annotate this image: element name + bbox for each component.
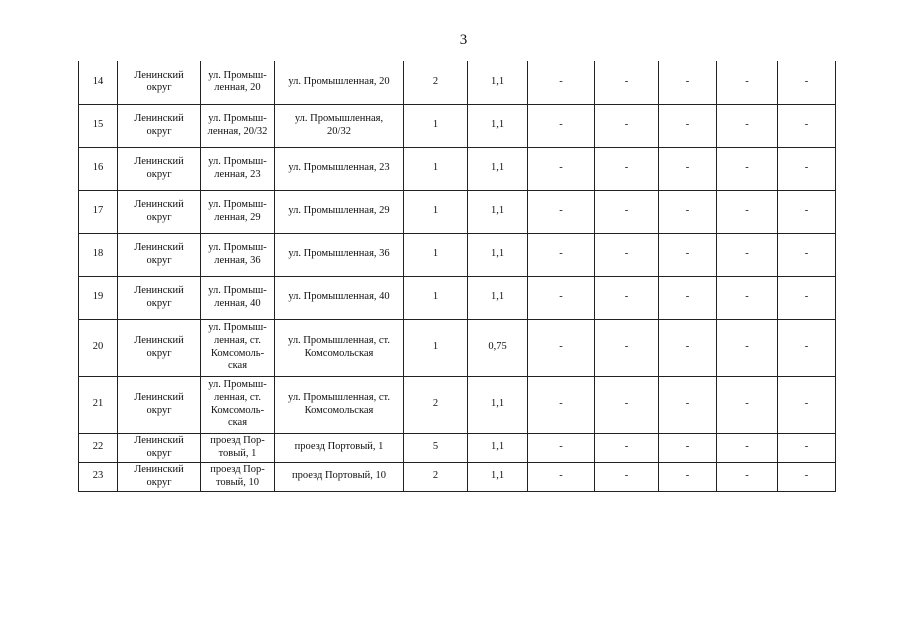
container-count-cell-text: 2	[432, 398, 439, 410]
value-cell-text: -	[745, 75, 749, 87]
value-cell-text: -	[624, 75, 629, 87]
container-count-cell	[404, 319, 468, 376]
location-cell	[201, 147, 275, 190]
table-row	[79, 462, 836, 491]
location-cell-text: проезд Пор- товый, 10	[210, 463, 265, 488]
value-cell	[595, 319, 659, 376]
address-cell	[275, 462, 404, 491]
container-count-cell-text: 2	[432, 75, 439, 87]
value-cell	[659, 433, 717, 462]
district-cell-text: Ленинский округ	[134, 155, 184, 180]
value-cell-text: -	[685, 75, 690, 87]
value-cell	[528, 233, 595, 276]
row-number-cell-text: 21	[92, 398, 104, 410]
location-cell	[201, 319, 275, 376]
address-cell-text: проезд Портовый, 1	[294, 441, 384, 453]
value-cell-text: -	[745, 341, 749, 353]
value-cell-text: -	[804, 162, 809, 174]
container-volume-cell	[468, 147, 528, 190]
location-cell	[201, 61, 275, 104]
value-cell-text: -	[685, 291, 690, 303]
value-cell-text: -	[559, 248, 563, 260]
value-cell-text: -	[624, 291, 629, 303]
value-cell	[778, 462, 836, 491]
value-cell	[717, 61, 778, 104]
value-cell-text: -	[559, 75, 563, 87]
value-cell-text: -	[745, 248, 749, 260]
row-number-cell-text: 15	[92, 119, 104, 131]
value-cell-text: -	[624, 205, 629, 217]
value-cell	[778, 433, 836, 462]
location-cell-text: ул. Промыш- ленная, 40	[208, 284, 267, 309]
value-cell	[659, 462, 717, 491]
district-cell	[118, 104, 201, 147]
district-cell	[118, 276, 201, 319]
container-count-cell-text: 5	[432, 441, 439, 453]
value-cell	[595, 462, 659, 491]
row-number-cell-text: 23	[92, 470, 104, 482]
address-cell-text: проезд Портовый, 10	[292, 470, 386, 482]
value-cell	[778, 104, 836, 147]
value-cell	[595, 147, 659, 190]
district-cell-text: Ленинский округ	[134, 434, 184, 459]
value-cell-text: -	[804, 119, 809, 131]
district-cell	[118, 61, 201, 104]
district-cell-text: Ленинский округ	[134, 112, 184, 137]
value-cell-text: -	[624, 441, 629, 453]
value-cell	[778, 276, 836, 319]
value-cell-text: -	[804, 248, 809, 260]
district-cell-text: Ленинский округ	[134, 69, 184, 94]
row-number-cell	[79, 433, 118, 462]
table-body	[79, 61, 836, 491]
table-row	[79, 233, 836, 276]
value-cell-text: -	[685, 470, 690, 482]
value-cell-text: -	[804, 398, 809, 410]
container-count-cell-text: 1	[432, 205, 439, 217]
location-cell-text: ул. Промыш- ленная, ст. Комсомоль- ская	[208, 322, 267, 372]
value-cell-text: -	[685, 341, 690, 353]
address-cell-text: ул. Промышленная, 36	[288, 248, 390, 260]
value-cell	[659, 104, 717, 147]
value-cell-text: -	[745, 470, 749, 482]
value-cell	[717, 233, 778, 276]
value-cell	[595, 233, 659, 276]
value-cell	[659, 276, 717, 319]
district-cell-text: Ленинский округ	[134, 241, 184, 266]
value-cell-text: -	[559, 205, 563, 217]
value-cell-text: -	[804, 470, 809, 482]
value-cell-text: -	[624, 398, 629, 410]
location-cell-text: ул. Промыш- ленная, ст. Комсомоль- ская	[208, 379, 267, 429]
container-volume-cell-text: 1,1	[490, 470, 505, 482]
container-volume-cell	[468, 104, 528, 147]
district-cell	[118, 376, 201, 433]
district-cell-text: Ленинский округ	[134, 198, 184, 223]
value-cell-text: -	[745, 291, 749, 303]
location-cell	[201, 376, 275, 433]
value-cell	[778, 233, 836, 276]
district-cell-text: Ленинский округ	[134, 391, 184, 416]
location-cell	[201, 233, 275, 276]
container-volume-cell	[468, 433, 528, 462]
value-cell-text: -	[745, 162, 749, 174]
district-cell-text: Ленинский округ	[134, 284, 184, 309]
location-cell	[201, 462, 275, 491]
value-cell	[595, 376, 659, 433]
value-cell-text: -	[559, 470, 563, 482]
address-cell	[275, 376, 404, 433]
container-volume-cell	[468, 276, 528, 319]
address-cell-text: ул. Промышленная, 29	[288, 205, 390, 217]
container-volume-cell	[468, 319, 528, 376]
value-cell	[528, 190, 595, 233]
location-cell-text: ул. Промыш- ленная, 20/32	[207, 112, 268, 137]
container-count-cell	[404, 433, 468, 462]
row-number-cell	[79, 233, 118, 276]
container-count-cell-text: 2	[432, 470, 439, 482]
value-cell-text: -	[804, 75, 809, 87]
table-row	[79, 319, 836, 376]
value-cell-text: -	[624, 162, 629, 174]
row-number-cell-text: 16	[92, 162, 104, 174]
value-cell	[717, 276, 778, 319]
value-cell-text: -	[745, 441, 749, 453]
value-cell	[659, 61, 717, 104]
row-number-cell-text: 14	[92, 75, 104, 87]
value-cell	[778, 376, 836, 433]
value-cell	[659, 190, 717, 233]
row-number-cell-text: 17	[92, 205, 104, 217]
address-cell	[275, 104, 404, 147]
row-number-cell	[79, 61, 118, 104]
container-volume-cell	[468, 61, 528, 104]
location-cell	[201, 104, 275, 147]
address-cell-text: ул. Промышленная, 23	[288, 162, 390, 174]
container-count-cell	[404, 190, 468, 233]
row-number-cell	[79, 147, 118, 190]
value-cell	[717, 147, 778, 190]
container-count-cell	[404, 276, 468, 319]
district-cell	[118, 233, 201, 276]
row-number-cell	[79, 376, 118, 433]
row-number-cell	[79, 462, 118, 491]
value-cell-text: -	[624, 341, 629, 353]
value-cell	[778, 61, 836, 104]
address-cell	[275, 147, 404, 190]
location-cell-text: ул. Промыш- ленная, 20	[208, 69, 267, 94]
container-volume-cell-text: 1,1	[490, 291, 505, 303]
value-cell-text: -	[745, 205, 749, 217]
value-cell	[717, 462, 778, 491]
table-row	[79, 276, 836, 319]
value-cell	[595, 276, 659, 319]
address-cell	[275, 233, 404, 276]
value-cell	[528, 147, 595, 190]
container-count-cell-text: 1	[432, 341, 439, 353]
container-count-cell	[404, 104, 468, 147]
district-cell-text: Ленинский округ	[134, 463, 184, 488]
container-volume-cell-text: 1,1	[490, 119, 505, 131]
address-cell-text: ул. Промышленная, ст. Комсомольская	[288, 334, 390, 359]
value-cell	[778, 319, 836, 376]
value-cell-text: -	[745, 398, 749, 410]
district-cell	[118, 319, 201, 376]
container-count-cell-text: 1	[432, 248, 439, 260]
table-row	[79, 190, 836, 233]
value-cell-text: -	[804, 205, 809, 217]
district-cell	[118, 462, 201, 491]
district-cell-text: Ленинский округ	[134, 334, 184, 359]
address-cell-text: ул. Промышленная, 20/32	[294, 112, 384, 137]
value-cell-text: -	[685, 162, 690, 174]
table-row	[79, 104, 836, 147]
value-cell-text: -	[559, 398, 563, 410]
location-cell	[201, 190, 275, 233]
row-number-cell	[79, 319, 118, 376]
container-volume-cell-text: 1,1	[490, 398, 505, 410]
value-cell-text: -	[685, 441, 690, 453]
location-cell-text: проезд Пор- товый, 1	[210, 434, 265, 459]
value-cell	[717, 376, 778, 433]
location-cell	[201, 276, 275, 319]
address-cell	[275, 319, 404, 376]
value-cell	[717, 433, 778, 462]
value-cell-text: -	[559, 119, 563, 131]
page-number: 3	[459, 32, 468, 48]
value-cell	[659, 147, 717, 190]
value-cell-text: -	[745, 119, 749, 131]
value-cell-text: -	[685, 119, 690, 131]
row-number-cell-text: 22	[92, 441, 104, 453]
row-number-cell	[79, 104, 118, 147]
value-cell	[595, 61, 659, 104]
address-cell	[275, 190, 404, 233]
address-cell	[275, 61, 404, 104]
value-cell	[528, 61, 595, 104]
container-volume-cell-text: 0,75	[488, 341, 507, 353]
row-number-cell-text: 20	[92, 341, 104, 353]
address-cell-text: ул. Промышленная, 20	[288, 75, 390, 87]
district-cell	[118, 147, 201, 190]
value-cell-text: -	[559, 291, 563, 303]
value-cell-text: -	[624, 248, 629, 260]
value-cell-text: -	[804, 441, 809, 453]
value-cell-text: -	[804, 291, 809, 303]
value-cell-text: -	[559, 162, 563, 174]
value-cell-text: -	[624, 119, 629, 131]
container-volume-cell	[468, 190, 528, 233]
table-row	[79, 147, 836, 190]
value-cell	[528, 462, 595, 491]
container-volume-cell	[468, 462, 528, 491]
registry-table	[78, 61, 836, 492]
value-cell	[528, 376, 595, 433]
value-cell	[659, 233, 717, 276]
container-count-cell-text: 1	[432, 162, 439, 174]
value-cell	[595, 190, 659, 233]
value-cell	[528, 276, 595, 319]
container-volume-cell-text: 1,1	[490, 75, 505, 87]
container-count-cell	[404, 147, 468, 190]
location-cell-text: ул. Промыш- ленная, 23	[208, 155, 267, 180]
district-cell	[118, 190, 201, 233]
value-cell-text: -	[559, 441, 563, 453]
table-row	[79, 376, 836, 433]
value-cell-text: -	[804, 341, 809, 353]
value-cell	[595, 104, 659, 147]
container-volume-cell-text: 1,1	[490, 441, 505, 453]
container-volume-cell-text: 1,1	[490, 248, 505, 260]
value-cell-text: -	[685, 398, 690, 410]
container-volume-cell-text: 1,1	[490, 205, 505, 217]
value-cell	[595, 433, 659, 462]
location-cell-text: ул. Промыш- ленная, 36	[208, 241, 267, 266]
address-cell-text: ул. Промышленная, ст. Комсомольская	[288, 391, 390, 416]
row-number-cell	[79, 190, 118, 233]
district-cell	[118, 433, 201, 462]
value-cell-text: -	[685, 205, 690, 217]
container-count-cell	[404, 61, 468, 104]
value-cell	[717, 190, 778, 233]
row-number-cell-text: 19	[92, 291, 104, 303]
value-cell	[778, 147, 836, 190]
container-volume-cell-text: 1,1	[490, 162, 505, 174]
container-count-cell-text: 1	[432, 119, 439, 131]
value-cell	[528, 433, 595, 462]
container-count-cell	[404, 233, 468, 276]
value-cell	[778, 190, 836, 233]
container-count-cell-text: 1	[432, 291, 439, 303]
table-row	[79, 61, 836, 104]
value-cell-text: -	[559, 341, 563, 353]
container-volume-cell	[468, 233, 528, 276]
address-cell-text: ул. Промышленная, 40	[288, 291, 390, 303]
value-cell	[528, 319, 595, 376]
value-cell	[717, 319, 778, 376]
location-cell-text: ул. Промыш- ленная, 29	[208, 198, 267, 223]
value-cell	[528, 104, 595, 147]
container-volume-cell	[468, 376, 528, 433]
row-number-cell	[79, 276, 118, 319]
address-cell	[275, 433, 404, 462]
location-cell	[201, 433, 275, 462]
value-cell-text: -	[685, 248, 690, 260]
container-count-cell	[404, 376, 468, 433]
address-cell	[275, 276, 404, 319]
table-row	[79, 433, 836, 462]
value-cell	[659, 319, 717, 376]
value-cell-text: -	[624, 470, 629, 482]
value-cell	[659, 376, 717, 433]
value-cell	[717, 104, 778, 147]
row-number-cell-text: 18	[92, 248, 104, 260]
container-count-cell	[404, 462, 468, 491]
